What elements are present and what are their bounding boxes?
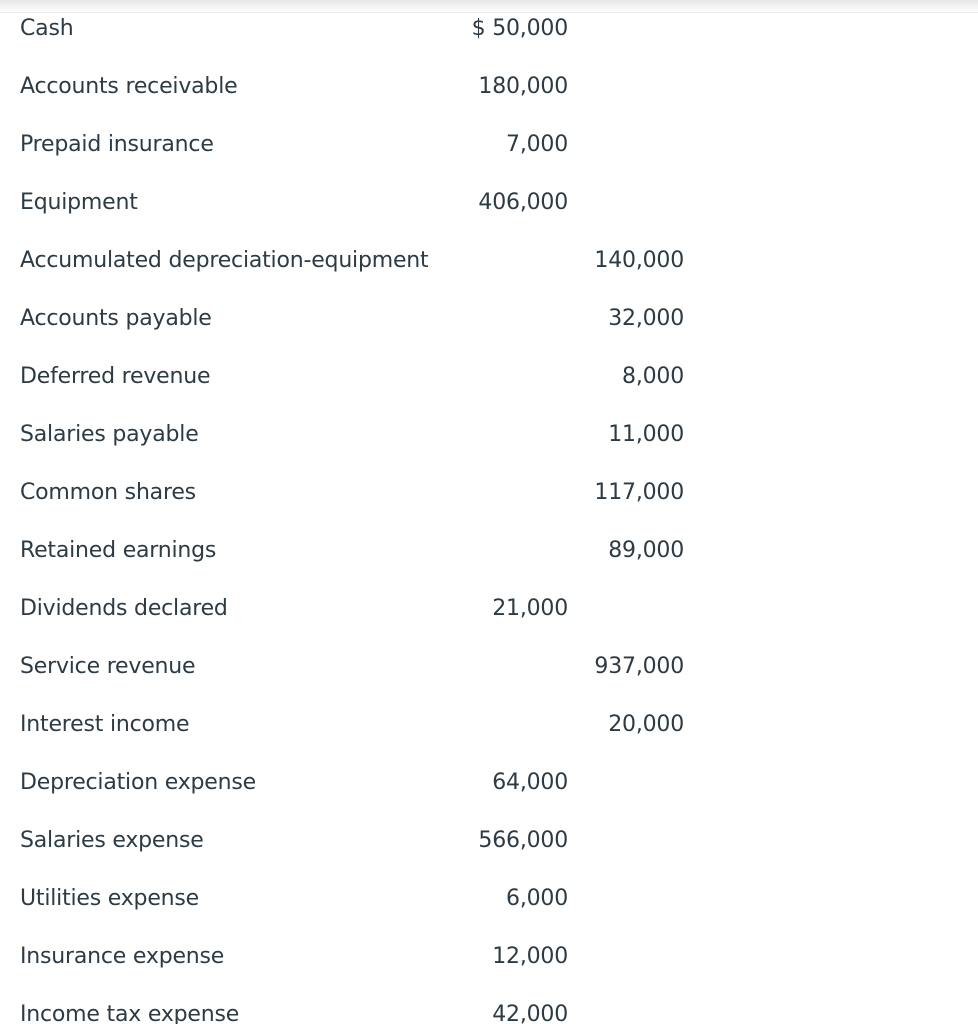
account-name: Depreciation expense bbox=[20, 770, 256, 795]
table-row bbox=[0, 768, 978, 826]
table-row bbox=[0, 1000, 978, 1024]
debit-amount: 21,000 bbox=[492, 596, 568, 621]
credit-amount: 89,000 bbox=[608, 538, 684, 563]
debit-amount: $ 50,000 bbox=[471, 16, 568, 41]
account-name: Retained earnings bbox=[20, 538, 217, 563]
account-name: Income tax expense bbox=[20, 1002, 240, 1024]
table-row bbox=[0, 536, 978, 594]
account-name: Common shares bbox=[20, 480, 196, 505]
table-row bbox=[0, 420, 978, 478]
table-row bbox=[0, 826, 978, 884]
account-name: Salaries payable bbox=[20, 422, 199, 447]
account-name: Interest income bbox=[20, 712, 190, 737]
credit-amount: 937,000 bbox=[594, 654, 684, 679]
account-name: Salaries expense bbox=[20, 828, 204, 853]
table-row bbox=[0, 884, 978, 942]
table-row bbox=[0, 652, 978, 710]
credit-amount: 8,000 bbox=[622, 364, 684, 389]
account-name: Insurance expense bbox=[20, 944, 225, 969]
debit-amount: 566,000 bbox=[478, 828, 568, 853]
account-name: Equipment bbox=[20, 190, 138, 215]
account-name: Dividends declared bbox=[20, 596, 228, 621]
table-row bbox=[0, 188, 978, 246]
table-row bbox=[0, 246, 978, 304]
table-row bbox=[0, 478, 978, 536]
credit-amount: 11,000 bbox=[608, 422, 684, 447]
table-row bbox=[0, 14, 978, 72]
table-row bbox=[0, 72, 978, 130]
debit-amount: 406,000 bbox=[478, 190, 568, 215]
table-row bbox=[0, 304, 978, 362]
account-name: Cash bbox=[20, 16, 74, 41]
account-name: Accounts receivable bbox=[20, 74, 238, 99]
account-name: Service revenue bbox=[20, 654, 196, 679]
account-name: Deferred revenue bbox=[20, 364, 211, 389]
table-row bbox=[0, 942, 978, 1000]
credit-amount: 20,000 bbox=[608, 712, 684, 737]
table-row bbox=[0, 710, 978, 768]
account-name: Accounts payable bbox=[20, 306, 212, 331]
table-row bbox=[0, 130, 978, 188]
table-row bbox=[0, 362, 978, 420]
debit-amount: 42,000 bbox=[492, 1002, 568, 1024]
debit-amount: 12,000 bbox=[492, 944, 568, 969]
account-name: Utilities expense bbox=[20, 886, 200, 911]
account-name: Accumulated depreciation-equipment bbox=[20, 248, 429, 273]
debit-amount: 180,000 bbox=[478, 74, 568, 99]
debit-amount: 7,000 bbox=[506, 132, 568, 157]
credit-amount: 117,000 bbox=[594, 480, 684, 505]
credit-amount: 140,000 bbox=[594, 248, 684, 273]
credit-amount: 32,000 bbox=[608, 306, 684, 331]
account-name: Prepaid insurance bbox=[20, 132, 214, 157]
debit-amount: 6,000 bbox=[506, 886, 568, 911]
debit-amount: 64,000 bbox=[492, 770, 568, 795]
table-row bbox=[0, 594, 978, 652]
